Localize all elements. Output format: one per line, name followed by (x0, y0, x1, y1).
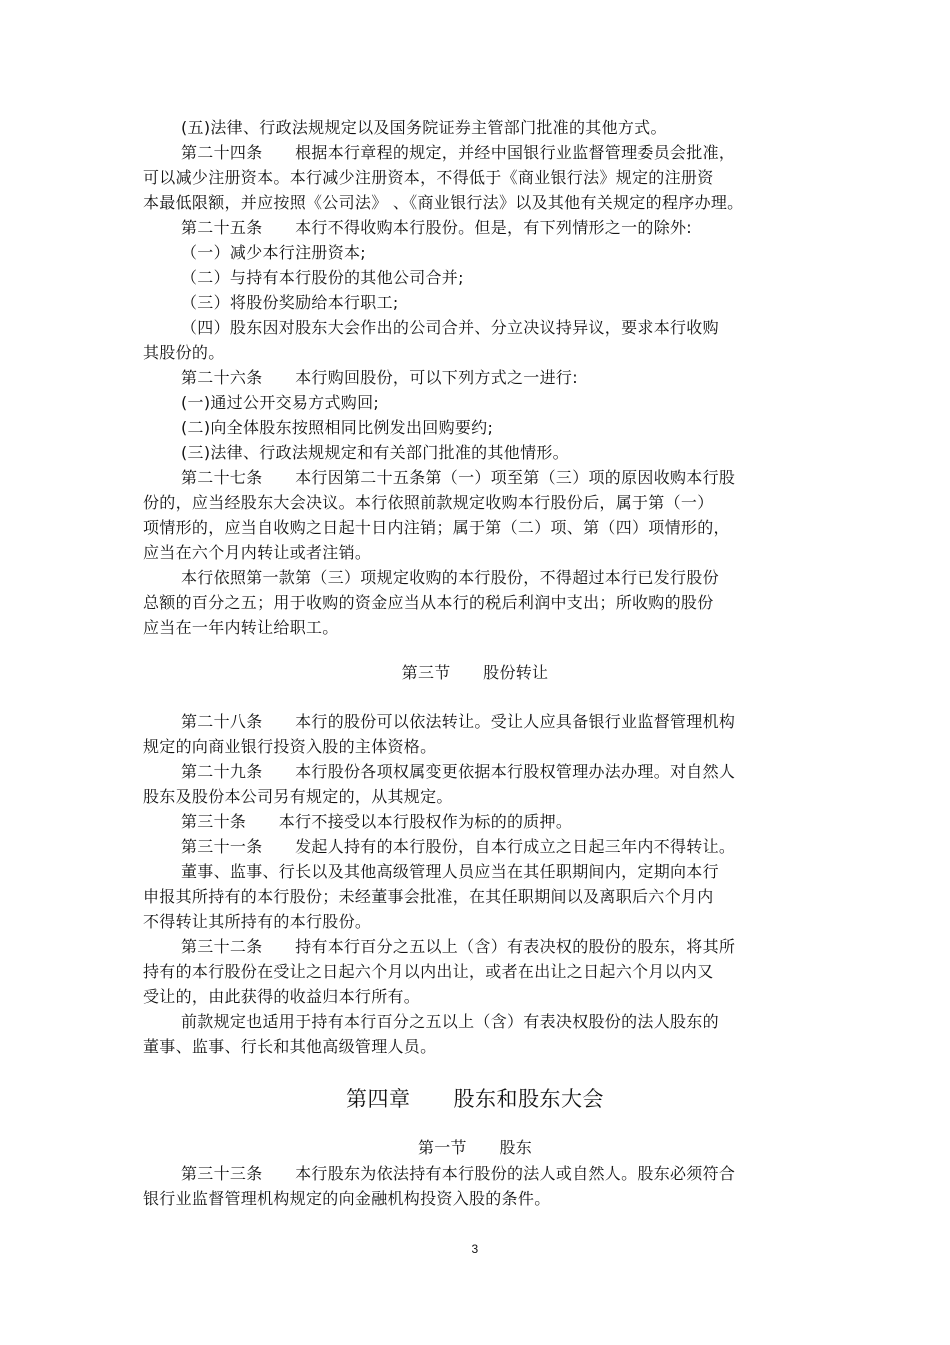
article-27: 第二十七条 本行因第二十五条第（一）项至第（三）项的原因收购本行股 (181, 468, 736, 487)
article-26: 第二十六条 本行购回股份，可以下列方式之一进行: (181, 368, 578, 387)
text-line: 项情形的，应当自收购之日起十日内注销；属于第（二）项、第（四）项情形的， (143, 518, 730, 537)
section-heading: 第三节 股份转让 (401, 663, 549, 682)
text-line: 总额的百分之五；用于收购的资金应当从本行的税后利润中支出；所收购的股份 (143, 593, 714, 612)
text-line: 前款规定也适用于持有本行百分之五以上（含）有表决权股份的法人股东的 (181, 1012, 719, 1031)
list-item: (二)向全体股东按照相同比例发出回购要约; (181, 418, 494, 437)
list-item: （二）与持有本行股份的其他公司合并; (181, 268, 464, 287)
text-line: 股东及股份本公司另有规定的，从其规定。 (143, 787, 453, 806)
text-line: 董事、监事、行长以及其他高级管理人员应当在其任职期间内，定期向本行 (181, 862, 719, 881)
section-heading: 第一节 股东 (417, 1138, 533, 1157)
chapter-heading: 第四章 股东和股东大会 (346, 1087, 604, 1111)
list-item: (三)法律、行政法规规定和有关部门批准的其他情形。 (181, 443, 569, 462)
list-item: （三）将股份奖励给本行职工; (181, 293, 399, 312)
list-item: (一)通过公开交易方式购回; (181, 393, 380, 412)
article-28: 第二十八条 本行的股份可以依法转让。受让人应具备银行业监督管理机构 (181, 712, 736, 731)
list-item: （四）股东因对股东大会作出的公司合并、分立决议持异议，要求本行收购 (181, 318, 719, 337)
article-29: 第二十九条 本行股份各项权属变更依据本行股权管理办法办理。对自然人 (181, 762, 736, 781)
text-line: 本最低限额，并应按照《公司法》 、《商业银行法》以及其他有关规定的程序办理。 (143, 193, 744, 212)
text-line: 申报其所持有的本行股份；未经董事会批准，在其任职期间以及离职后六个月内 (143, 887, 714, 906)
text-line: 不得转让其所持有的本行股份。 (143, 912, 372, 931)
article-30: 第三十条 本行不接受以本行股权作为标的的质押。 (181, 812, 573, 831)
text-line: 份的，应当经股东大会决议。本行依照前款规定收购本行股份后，属于第（一） (143, 493, 714, 512)
text-line: (五)法律、行政法规规定以及国务院证券主管部门批准的其他方式。 (181, 118, 667, 137)
text-line: 应当在六个月内转让或者注销。 (143, 543, 372, 562)
text-line: 应当在一年内转让给职工。 (143, 618, 339, 637)
text-line: 受让的，由此获得的收益归本行所有。 (143, 987, 421, 1006)
text-line: 规定的向商业银行投资入股的主体资格。 (143, 737, 437, 756)
article-31: 第三十一条 发起人持有的本行股份，自本行成立之日起三年内不得转让。 (181, 837, 736, 856)
text-line: 可以减少注册资本。本行减少注册资本，不得低于《商业银行法》规定的注册资 (143, 168, 714, 187)
article-33: 第三十三条 本行股东为依法持有本行股份的法人或自然人。股东必须符合 (181, 1164, 736, 1183)
article-32: 第三十二条 持有本行百分之五以上（含）有表决权的股份的股东，将其所 (181, 937, 736, 956)
text-line: 其股份的。 (143, 343, 225, 362)
article-24: 第二十四条 根据本行章程的规定，并经中国银行业监督管理委员会批准， (181, 143, 736, 162)
text-line: 银行业监督管理机构规定的向金融机构投资入股的条件。 (143, 1189, 551, 1208)
page-number: 3 (471, 1242, 479, 1256)
article-25: 第二十五条 本行不得收购本行股份。但是，有下列情形之一的除外: (181, 218, 692, 237)
text-line: 持有的本行股份在受让之日起六个月以内出让，或者在出让之日起六个月以内又 (143, 962, 714, 981)
text-line: 本行依照第一款第（三）项规定收购的本行股份，不得超过本行已发行股份 (181, 568, 719, 587)
text-line: 董事、监事、行长和其他高级管理人员。 (143, 1037, 437, 1056)
list-item: （一）减少本行注册资本; (181, 243, 366, 262)
